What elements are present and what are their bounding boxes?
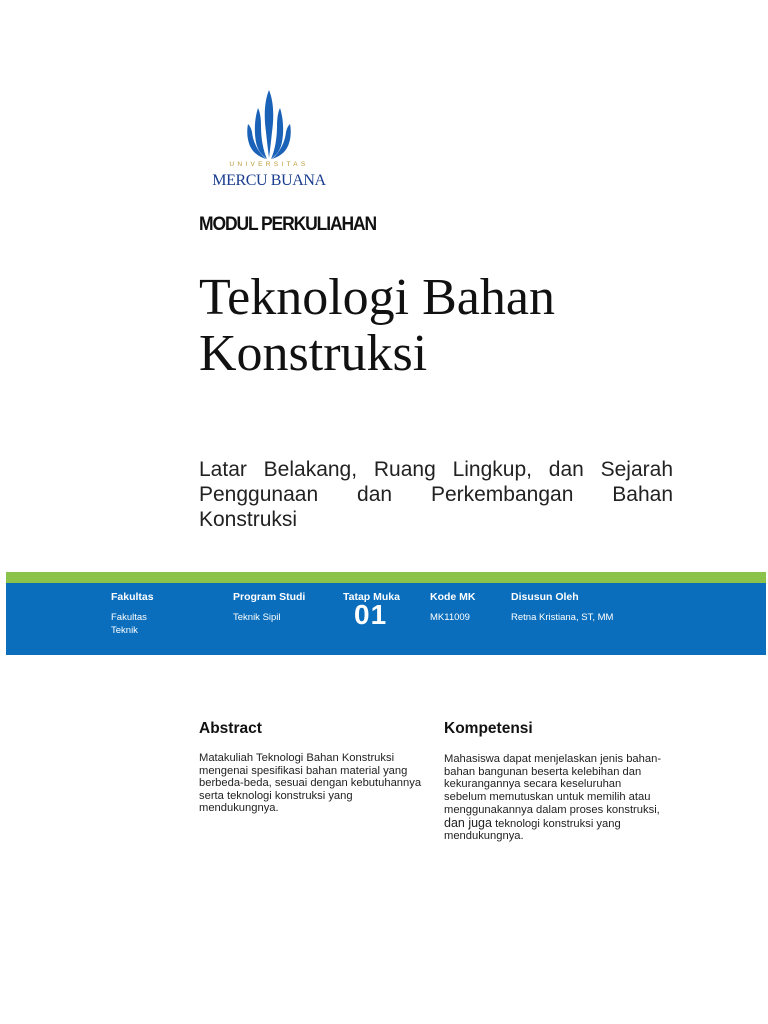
document-subtitle: Latar Belakang, Ruang Lingkup, dan Sejarah Penggunaan dan Perkembangan Bahan Konstruksi: [199, 458, 673, 531]
fakultas-value-line-2: Teknik: [111, 625, 138, 636]
mercu-buana-emblem-icon: [244, 88, 294, 160]
info-program-studi: [233, 591, 323, 624]
kompetensi-heading: Kompetensi: [444, 720, 533, 737]
abstract-body: Matakuliah Teknologi Bahan Konstruksi mengenai spesifikasi bahan material yang berbeda-beda, sesuai dengan kebutuhannya serta teknologi konstruksi yang mendukungnya.: [199, 752, 422, 814]
info-tatap-muka: [343, 591, 423, 630]
program-studi-value: Teknik Sipil: [233, 612, 281, 623]
kode-mk-label: Kode MK: [430, 591, 476, 603]
info-kode-mk: [430, 591, 500, 624]
fakultas-value: [111, 611, 191, 637]
kompetensi-body-part-1: Mahasiswa dapat menjelaskan jenis bahan-bahan bangunan beserta kelebihan dan kekurangannya secara keseluruhan sebelum memutuskan untuk memilih atau menggunakannya dalam proses konstruksi,: [444, 753, 662, 816]
disusun-oleh-label: Disusun Oleh: [511, 591, 579, 603]
logo-university-name: MERCU BUANA: [212, 172, 326, 189]
kompetensi-body-part-3: teknologi konstruksi yang mendukungnya.: [444, 817, 621, 842]
info-disusun-oleh: [511, 591, 671, 624]
logo-universitas-text: UNIVERSITAS: [229, 161, 309, 168]
document-title: [199, 270, 719, 382]
info-fakultas: [111, 591, 191, 637]
kompetensi-body-part-2: dan juga: [444, 815, 492, 830]
kompetensi-body: [444, 753, 666, 843]
fakultas-label: Fakultas: [111, 591, 154, 603]
green-divider-bar: [6, 572, 766, 583]
course-info-band: [6, 583, 766, 655]
module-label: MODUL PERKULIAHAN: [199, 214, 377, 235]
tatap-muka-value: 01: [354, 599, 388, 630]
program-studi-label: Program Studi: [233, 591, 306, 603]
title-line-2: Konstruksi: [199, 325, 428, 382]
university-logo: [200, 88, 338, 194]
abstract-heading: Abstract: [199, 720, 262, 737]
tatap-muka-label: Tatap Muka: [343, 591, 400, 603]
disusun-oleh-value: Retna Kristiana, ST, MM: [511, 612, 614, 623]
kode-mk-value: MK11009: [430, 612, 470, 623]
fakultas-value-line-1: Fakultas: [111, 612, 147, 623]
title-line-1: Teknologi Bahan: [199, 269, 555, 326]
